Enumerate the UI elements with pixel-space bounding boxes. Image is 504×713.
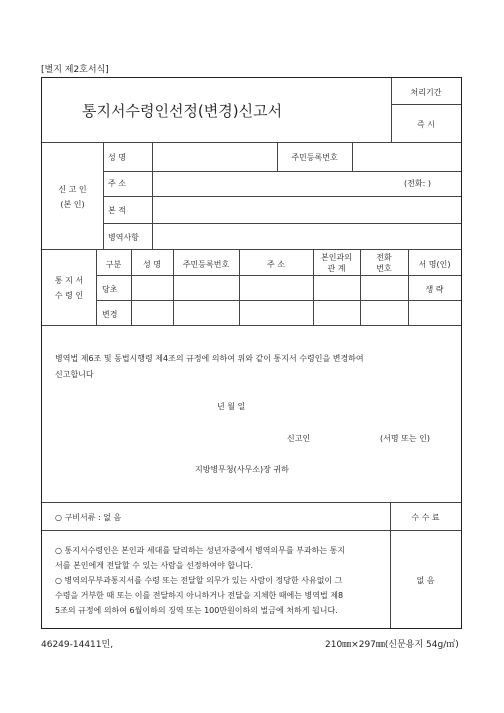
rrn-label: 주민등록번호: [291, 153, 338, 162]
origin-label: 본 적: [108, 206, 126, 215]
note-2-line-3: 5조의 규정에 의하여 6월이하의 징역 또는 100만원이하의 벌금에 처하게 됩니다.: [55, 606, 338, 615]
footer-paper-spec: 210㎜×297㎜(신문용지 54g/㎡): [325, 640, 459, 650]
sign-or-seal-label: (서명 또는 인): [380, 434, 430, 443]
address-label: 주 소: [108, 179, 126, 188]
military-label: 병역사항: [108, 233, 139, 242]
fee-label: 수 수 료: [411, 513, 440, 522]
form-title: 통지서수령인선정(변경)신고서: [82, 102, 283, 120]
name-label: 성 명: [108, 153, 126, 162]
note-1-line-2: 서를 본인에게 전달할 수 있는 사람을 선정하여야 합니다.: [55, 561, 254, 570]
form-number-label: [별지 제2호서식]: [41, 65, 109, 75]
recipient-section-sublabel: 수 령 인: [54, 291, 84, 300]
reporter-section-label: 신 고 인: [58, 185, 87, 194]
col-address: 주 소: [267, 260, 285, 269]
col-relation-2: 관 계: [327, 264, 346, 273]
fee-value: 없 음: [416, 576, 435, 585]
note-1: ○ 통지서수령인은 본인과 세대를 달리하는 성년자중에서 병역의무를 부과하는 통지: [55, 546, 346, 555]
col-type: 구분: [105, 260, 122, 269]
row-original: 당초: [102, 285, 118, 294]
col-phone-2: 번호: [376, 264, 392, 273]
required-documents: ○ 구비서류 : 없 음: [55, 513, 122, 522]
note-2: ○ 병역의무부과통지서를 수령 또는 전달할 의무가 있는 사람이 정당한 사유없이 그: [55, 576, 343, 585]
reporter-signature-label: 신고인: [287, 434, 311, 443]
col-rrn: 주민등록번호: [182, 260, 230, 269]
reporter-section-sublabel: (본 인): [60, 200, 85, 209]
declaration-date: 년 월 일: [217, 402, 246, 411]
note-2-line-2: 수령을 거부한 때 또는 이를 전달하지 아니하거나 전달을 지체한 때에는 병역법 제8: [55, 591, 344, 600]
recipient-section-label: 통 지 서: [54, 276, 84, 285]
col-sign: 서 명(인): [418, 260, 451, 269]
addressee: 지방병무청(사무소)장 귀하: [195, 465, 289, 474]
col-phone: 전화: [376, 253, 392, 262]
declaration-text: 병역법 제6조 및 동법시행령 제4조의 규정에 의하여 위와 같이 통지서 수령인을 변경하여: [55, 354, 364, 363]
phone-label: (전화: ): [404, 179, 431, 188]
sign-omitted: 생 략: [425, 285, 444, 294]
col-relation: 본인과의: [321, 253, 352, 262]
footer-code: 46249-14411민,: [41, 640, 114, 650]
row-changed: 변경: [102, 310, 118, 319]
col-name: 성 명: [143, 260, 161, 269]
declaration-text-2: 신고합니다: [55, 370, 94, 379]
report-form: [41, 77, 462, 629]
processing-period-label: 처리기간: [410, 88, 442, 97]
processing-period-value: 즉 시: [417, 120, 435, 129]
